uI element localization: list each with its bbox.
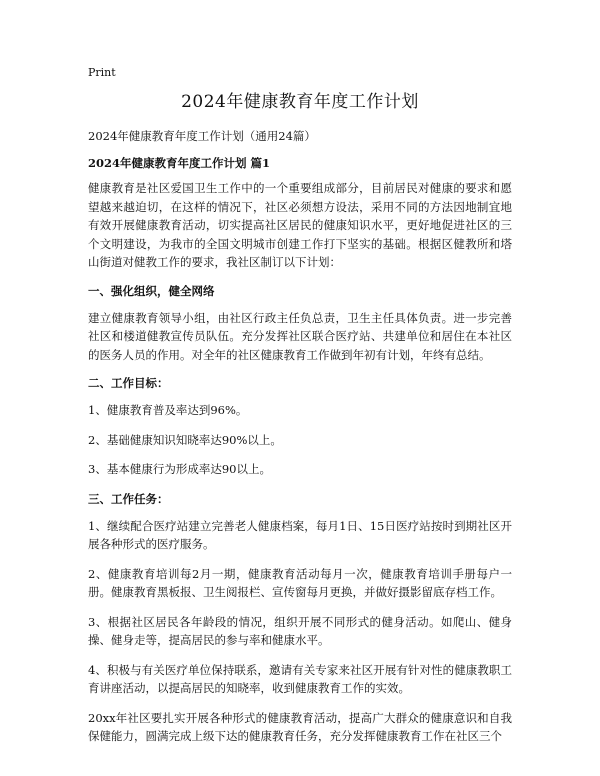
section-heading-organization: 一、强化组织，健全网络 <box>88 283 215 298</box>
page-title: 2024年健康教育年度工作计划 <box>181 92 419 112</box>
task-item: 3、根据社区居民各年龄段的情况，组织开展不同形式的健身活动。如爬山、健身操、健身走等，提高居民的参与率和健康水平。 <box>88 614 512 647</box>
section-heading-goals: 二、工作目标： <box>88 376 169 390</box>
task-item: 1、继续配合医疗站建立完善老人健康档案，每月1日、15日医疗站按时到期社区开展各种形式的医疗服务。 <box>88 518 512 551</box>
article-title: 2024年健康教育年度工作计划 篇1 <box>88 156 271 170</box>
intro-paragraph: 健康教育是社区爱国卫生工作中的一个重要组成部分，目前居民对健康的要求和愿望越来越迫切，在这样的情况下，社区必须想方设法，采用不同的方法因地制宜地有效开展健康教育活动，切实提高社区居民的健康知识水平，更好地促进社区的三个文明建设，为我市的全国文明城市创建工作打下坚实的基础。根据区健教所和塔山街道对健教工作的要求，我社区制订以下计划： <box>88 181 512 269</box>
organization-paragraph: 建立健康教育领导小组，由社区行政主任负总责，卫生主任具体负责。进一步完善社区和楼道健教宣传员队伍。充分发挥社区联合医疗站、共建单位和居住在本社区的医务人员的作用。对全年的社区健康教育工作做到年初有计划，年终有总结。 <box>88 310 512 362</box>
print-link[interactable]: Print <box>88 66 116 79</box>
section-heading-tasks: 三、工作任务： <box>88 491 169 506</box>
closing-paragraph: 20xx年社区要扎实开展各种形式的健康教育活动，提高广大群众的健康意识和自我保健能力，圆满完成上级下达的健康教育任务，充分发挥健康教育工作在社区三个 <box>88 710 512 743</box>
subtitle: 2024年健康教育年度工作计划（通用24篇） <box>88 129 316 143</box>
task-item: 4、积极与有关医疗单位保持联系，邀请有关专家来社区开展有针对性的健康教职工育讲座活动，以提高居民的知晓率，收到健康教育工作的实效。 <box>88 662 512 695</box>
task-item: 2、健康教育培训每2月一期，健康教育活动每月一次，健康教育培训手册每户一册。健康教育黑板报、卫生阅报栏、宣传窗每月更换，并做好摄影留底存档工作。 <box>88 566 512 599</box>
goal-item: 2、基础健康知识知晓率达90%以上。 <box>88 432 282 447</box>
goal-item: 3、基本健康行为形成率达90以上。 <box>88 462 271 476</box>
goal-item: 1、健康教育普及率达到96%。 <box>88 403 248 417</box>
